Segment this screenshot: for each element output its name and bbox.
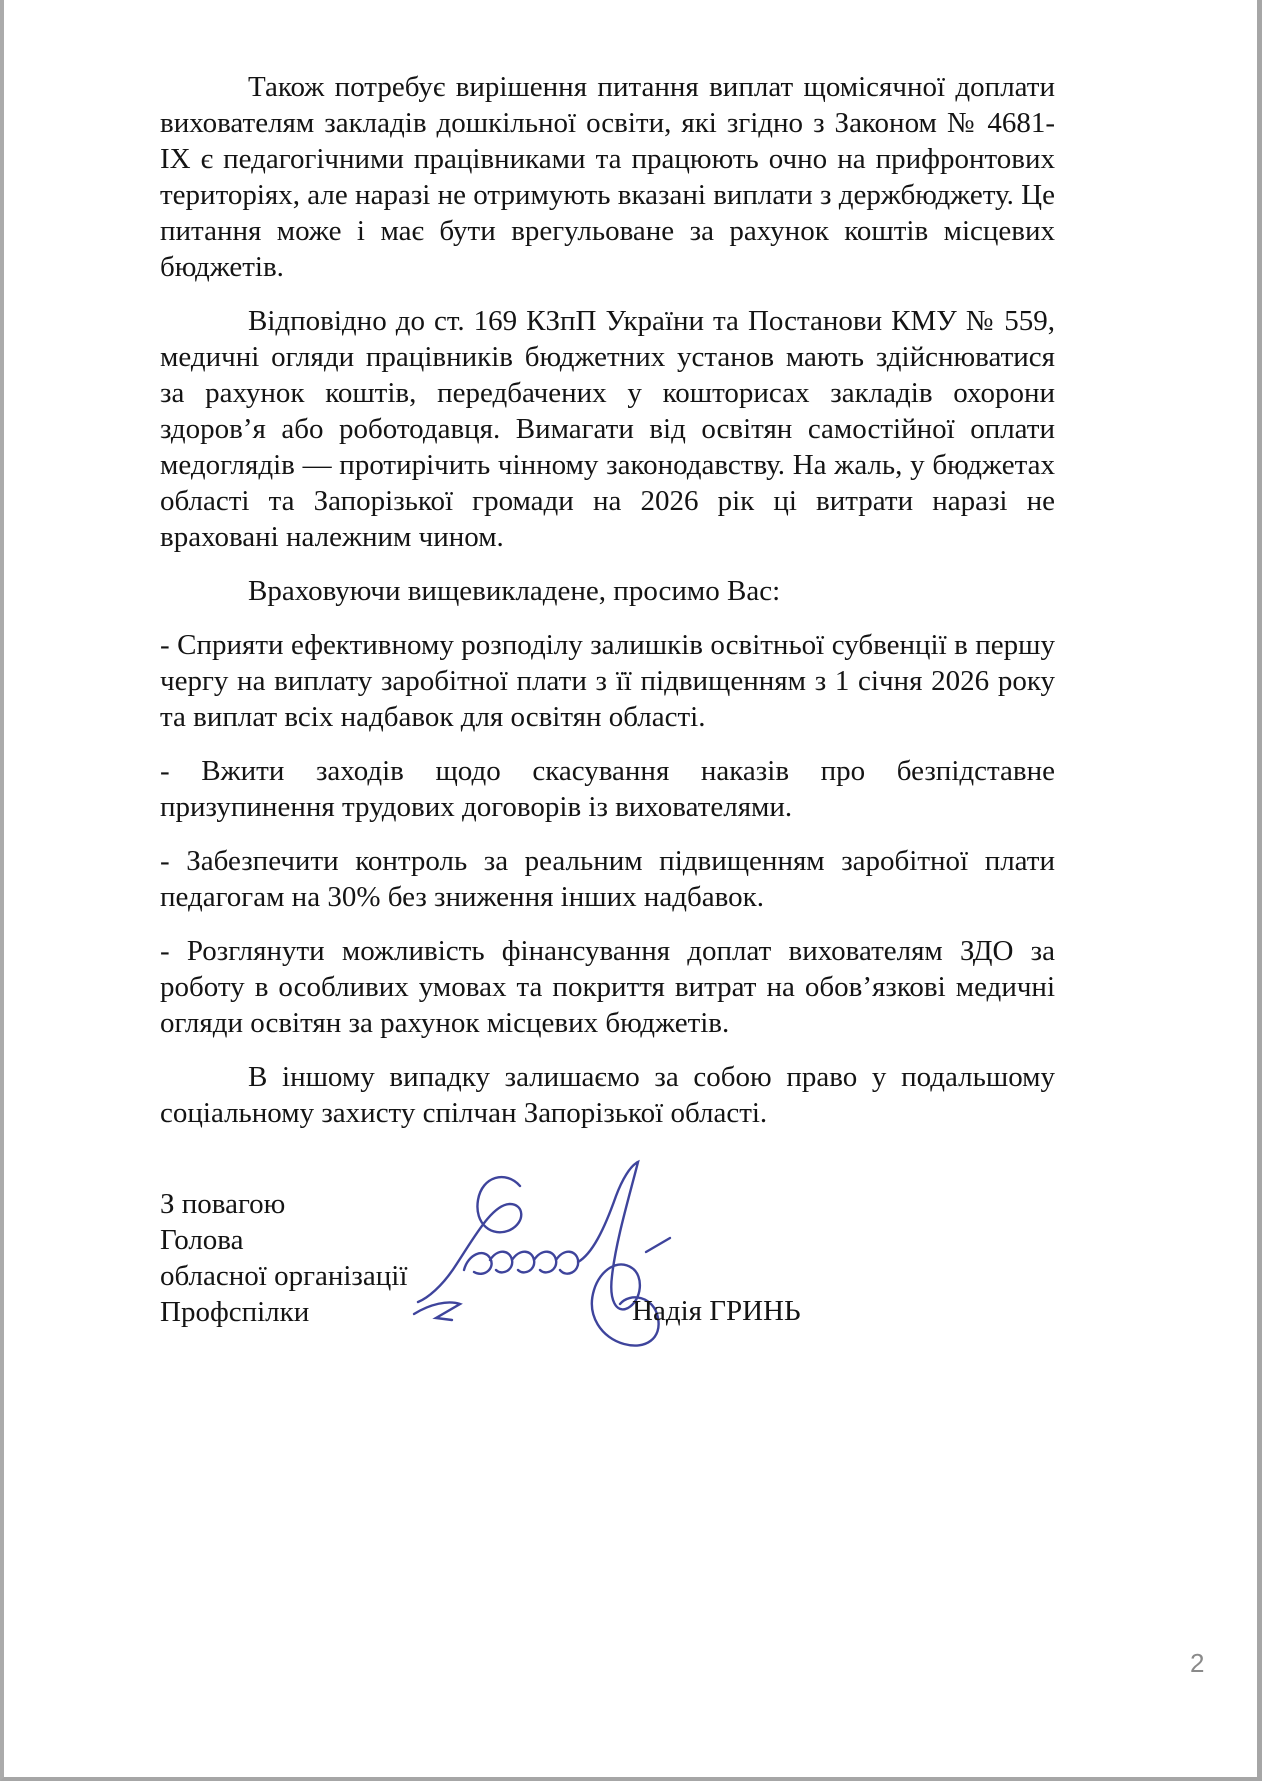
paragraph-request-intro: Враховуючи вищевикладене, просимо Вас:: [248, 575, 781, 607]
signer-position-line3: Профспілки: [160, 1296, 310, 1328]
letter-body: [4, 0, 1257, 1131]
signature-block: [160, 1186, 407, 1330]
paragraph-medical-exams: Відповідно до ст. 169 КЗпП України та Постанови КМУ № 559, медичні огляди працівників бюджетних установ мають здійснюватися за рахунок коштів, передбачених у кошторисах закладів охорони здоров’я або роботодавця. Вимагати від освітян самостійної оплати медоглядів — протирічить чінному законодавству. На жаль, у бюджетах області та Запорізької громади на 2026 рік ці витрати наразі не враховані належним чином.: [160, 305, 1055, 553]
request-item-subvention: - Сприяти ефективному розподілу залишків освітньої субвенції в першу чергу на виплату заробітної плати з її підвищенням з 1 січня 2026 року та виплат всіх надбавок для освітян області.: [160, 629, 1055, 733]
signer-name: Надія ГРИНЬ: [632, 1295, 801, 1327]
request-item-cancel-orders: - Вжити заходів щодо скасування наказів про безпідставне призупинення трудових договорів із вихователями.: [160, 755, 1055, 823]
closing-salutation: З повагою: [160, 1188, 286, 1220]
paragraph-closing-warning: В іншому випадку залишаємо за собою право у подальшому соціальному захисту спілчан Запорізької області.: [160, 1061, 1055, 1129]
paragraph-monthly-allowance: Також потребує вирішення питання виплат щомісячної доплати вихователям закладів дошкільної освіти, які згідно з Законом № 4681-IX є педагогічними працівниками та працюють очно на прифронтових територіях, але наразі не отримують вказані виплати з держбюджету. Це питання може і має бути врегульоване за рахунок коштів місцевих бюджетів.: [160, 71, 1055, 283]
request-item-zdo-funding: - Розглянути можливість фінансування доплат вихователям ЗДО за роботу в особливих умовах та покриття витрат на обов’язкові медичні огляди освітян за рахунок місцевих бюджетів.: [160, 935, 1055, 1039]
request-item-salary-control: - Забезпечити контроль за реальним підвищенням заробітної плати педагогам на 30% без зниження інших надбавок.: [160, 845, 1055, 913]
signer-position-line2: обласної організації: [160, 1260, 408, 1292]
page-number: 2: [1190, 1648, 1205, 1678]
signer-position-line1: Голова: [160, 1224, 244, 1256]
